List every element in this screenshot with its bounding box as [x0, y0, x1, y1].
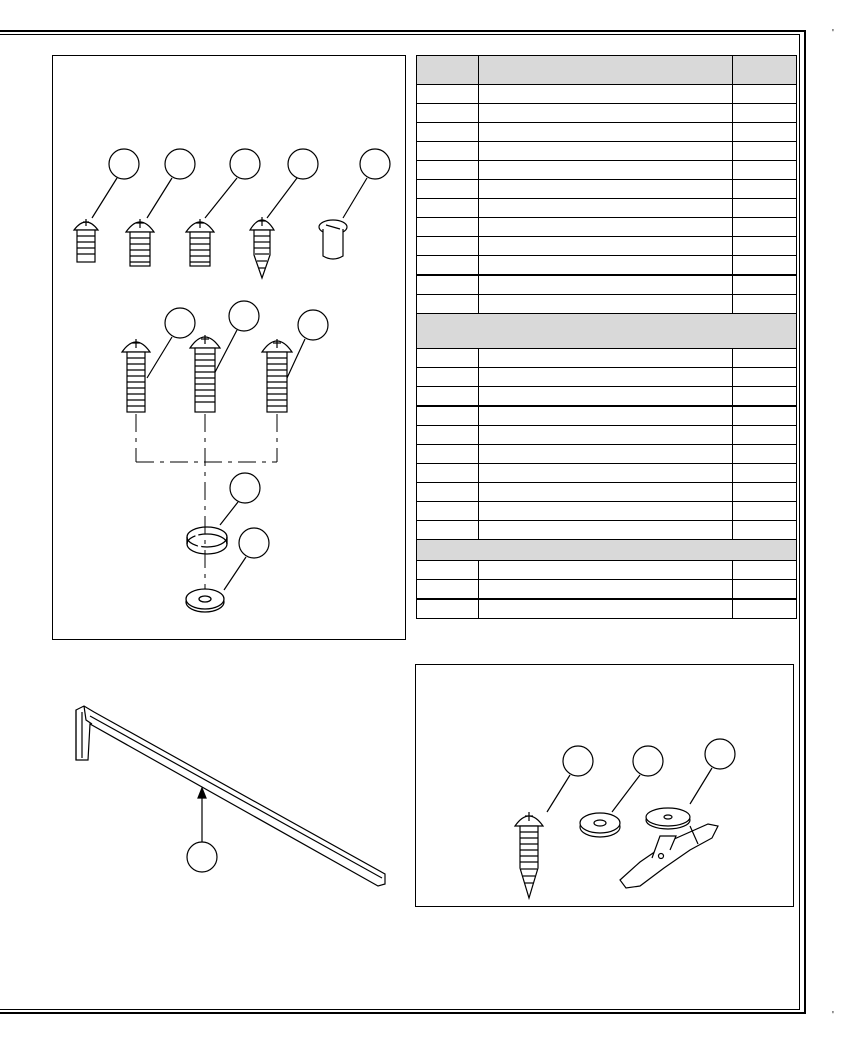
callout-circle-m1 — [563, 746, 593, 776]
tapping-screw-icon — [515, 812, 543, 898]
callout-circle-m2 — [633, 746, 663, 776]
callout-circle-m3 — [705, 739, 735, 769]
corner-mark-bottom: ' — [832, 1010, 834, 1021]
corner-mark-top: ' — [832, 28, 834, 39]
flat-washer-icon — [580, 813, 620, 837]
mounting-clip-icon — [620, 808, 718, 888]
